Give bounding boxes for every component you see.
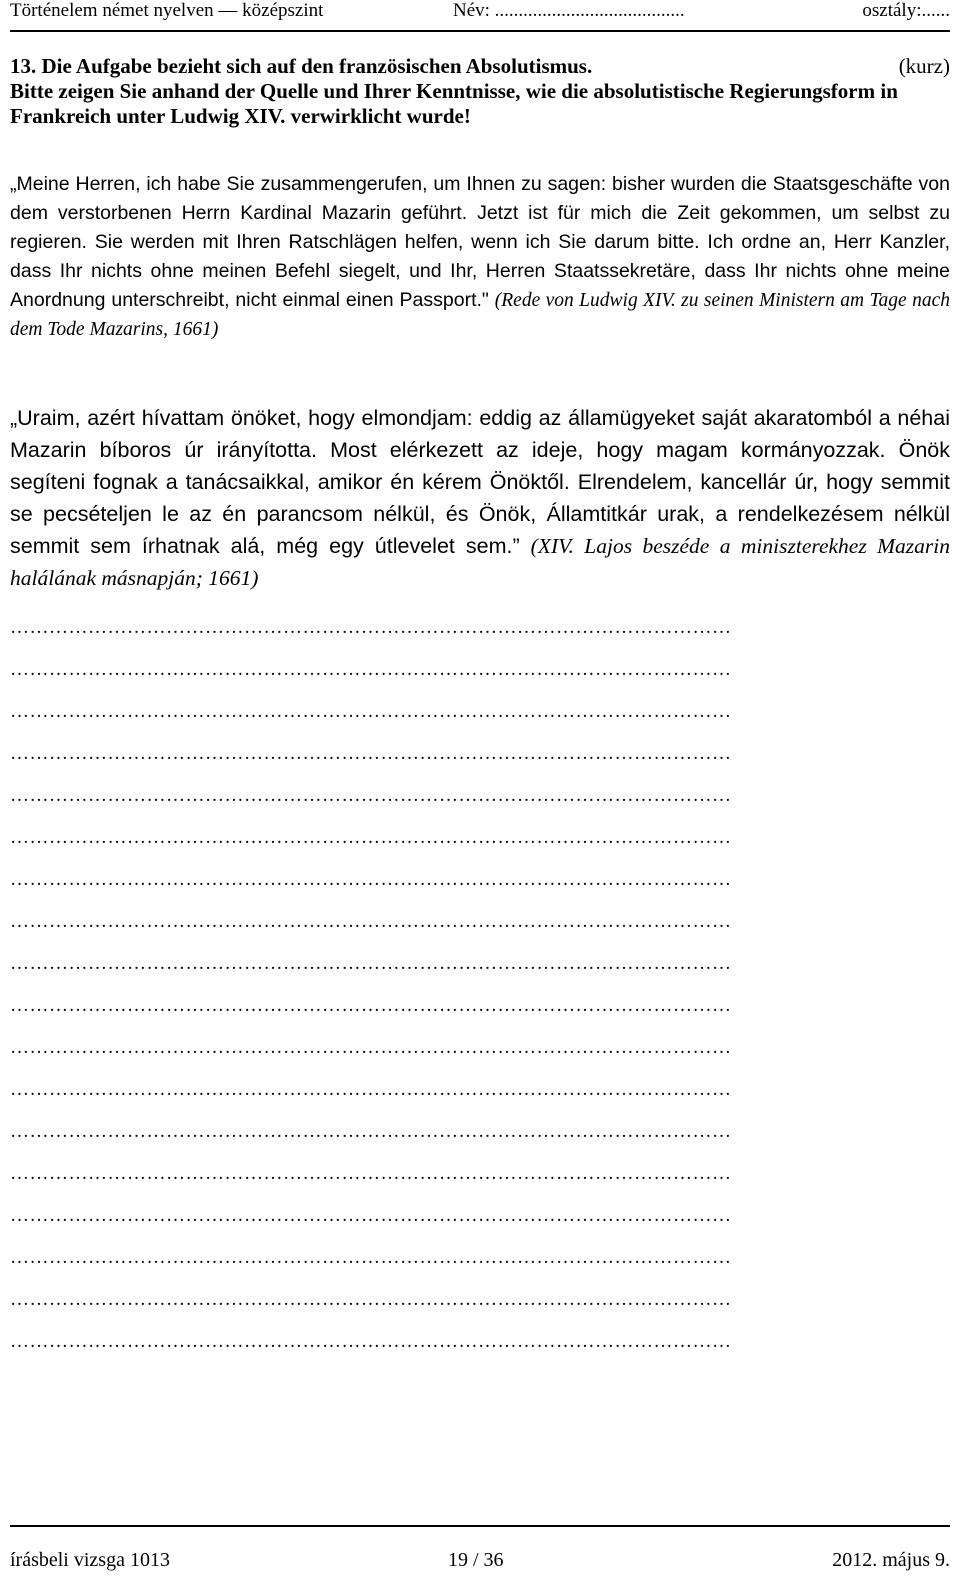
name-field: Név: ........................................: [453, 0, 685, 21]
answer-line[interactable]: …………………………………………………………………………………………………: [10, 1206, 732, 1226]
footer-divider: [10, 1525, 950, 1527]
task-points: (kurz): [898, 54, 950, 78]
answer-area[interactable]: [10, 618, 950, 1374]
task-heading: 13. Die Aufgabe bezieht sich auf den französischen Absolutismus.: [10, 54, 593, 78]
answer-line[interactable]: …………………………………………………………………………………………………: [10, 1248, 732, 1268]
answer-line[interactable]: …………………………………………………………………………………………………: [10, 1164, 732, 1184]
answer-line[interactable]: …………………………………………………………………………………………………: [10, 1332, 732, 1352]
answer-line[interactable]: …………………………………………………………………………………………………: [10, 954, 732, 974]
page-header: [10, 0, 950, 34]
quote-de-source: (Rede von Ludwig XIV. zu seinen Ministern am Tage nach dem Tode Mazarins, 1661): [10, 290, 950, 340]
answer-line[interactable]: …………………………………………………………………………………………………: [10, 996, 732, 1016]
answer-line[interactable]: …………………………………………………………………………………………………: [10, 1080, 732, 1100]
answer-line[interactable]: …………………………………………………………………………………………………: [10, 660, 732, 680]
answer-line[interactable]: …………………………………………………………………………………………………: [10, 618, 732, 638]
quote-hu-source: (XIV. Lajos beszéde a miniszterekhez Mazarin halálának másnapján; 1661): [10, 534, 950, 590]
answer-line[interactable]: …………………………………………………………………………………………………: [10, 912, 732, 932]
answer-line[interactable]: …………………………………………………………………………………………………: [10, 702, 732, 722]
answer-line[interactable]: …………………………………………………………………………………………………: [10, 744, 732, 764]
quote-de-text: „Meine Herren, ich habe Sie zusammengerufen, um Ihnen zu sagen: bisher wurden die Staatsgeschäfte von dem verstorbenen Herrn Kardinal Mazarin geführt. Jetzt ist für mich die Zeit gekommen, um selbst zu regieren. Sie werden mit Ihren Ratschlägen helfen, wenn ich Sie darum bitte. Ich ordne an, Herr Kanzler, dass Ihr nichts ohne meinen Befehl siegelt, und Ihr, Herren Staatssekretäre, dass Ihr nichts ohne meine Anordnung unterschreibt, nicht einmal einen Passport.": [10, 173, 950, 311]
answer-line[interactable]: …………………………………………………………………………………………………: [10, 1290, 732, 1310]
answer-line[interactable]: …………………………………………………………………………………………………: [10, 1122, 732, 1142]
exam-code: írásbeli vizsga 1013: [10, 1549, 170, 1571]
header-divider: [10, 30, 950, 32]
answer-line[interactable]: …………………………………………………………………………………………………: [10, 1038, 732, 1058]
page-number: 19 / 36: [448, 1549, 504, 1571]
class-field: osztály:......: [862, 0, 950, 21]
quote-hu-text: „Uraim, azért hívattam önöket, hogy elmondjam: eddig az államügyeket saját akaratomból a néhai Mazarin bíboros úr irányította. Most elérkezett az ideje, hogy magam kormányozzak. Önök segíteni fognak a tanácsaikkal, amikor én kérem Önöktől. Elrendelem, kancellár úr, hogy semmit se pecsételjen le az én parancsom nélkül, és Önök, Államtitkár urak, a rendelkezésem nélkül semmit sem írhatnak alá, még egy útlevelet sem.”: [10, 406, 950, 558]
exam-date: 2012. május 9.: [832, 1549, 950, 1571]
source-quote-german: [10, 170, 950, 344]
task-instruction: Bitte zeigen Sie anhand der Quelle und Ihrer Kenntnisse, wie die absolutistische Regierungsform in Frankreich unter Ludwig XIV. verwirklicht wurde!: [10, 79, 898, 128]
source-quote-hungarian: [10, 402, 950, 594]
answer-line[interactable]: …………………………………………………………………………………………………: [10, 870, 732, 890]
page-footer: [10, 1548, 950, 1578]
task-statement: [10, 54, 950, 129]
subject-label: Történelem német nyelven — középszint: [10, 0, 324, 21]
answer-line[interactable]: …………………………………………………………………………………………………: [10, 786, 732, 806]
answer-line[interactable]: …………………………………………………………………………………………………: [10, 828, 732, 848]
